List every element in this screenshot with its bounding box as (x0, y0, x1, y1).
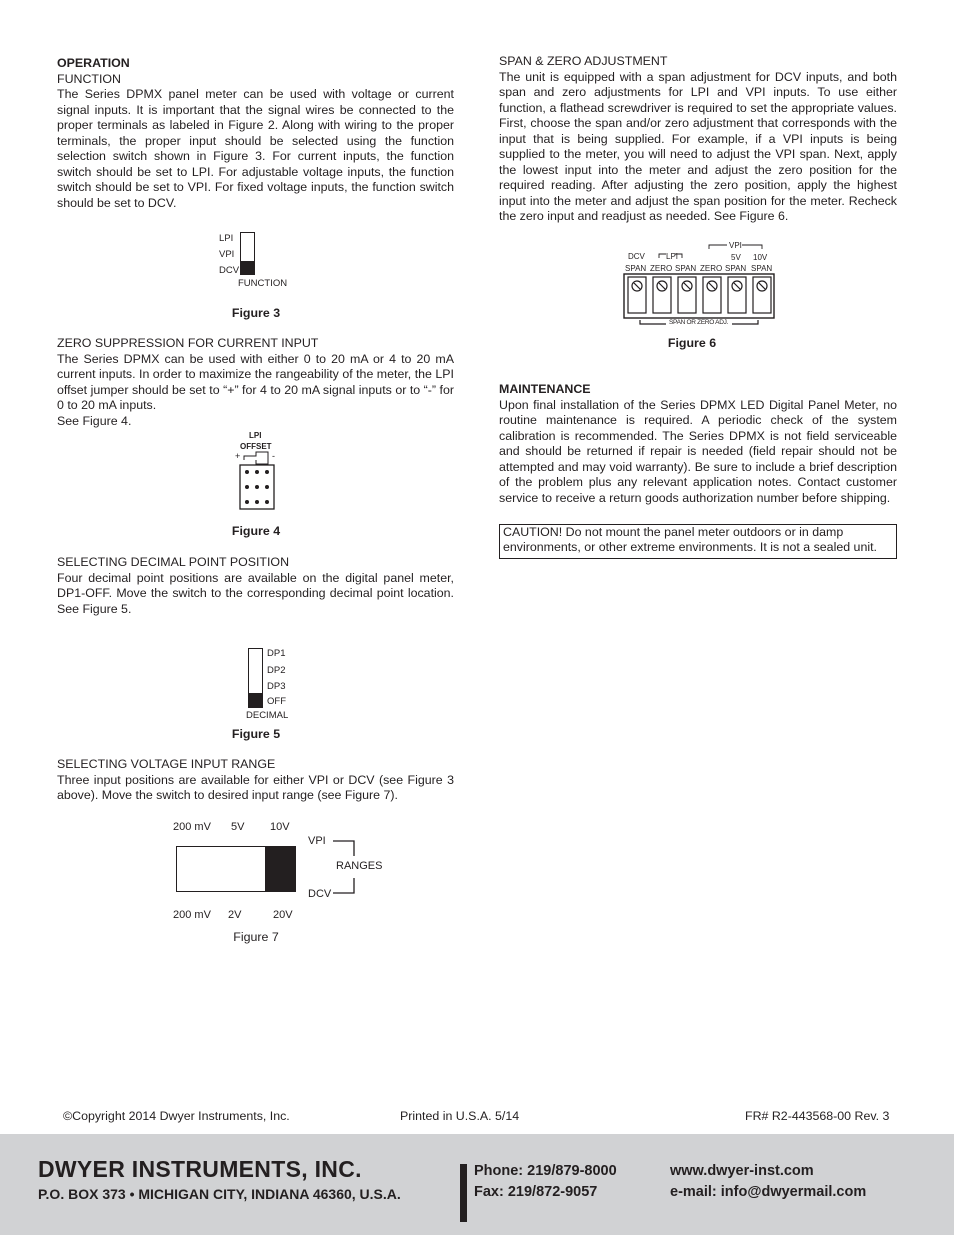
fig4-title-offset: OFFSET (240, 442, 272, 451)
company-name: DWYER INSTRUMENTS, INC. (38, 1156, 362, 1182)
operation-section (57, 56, 454, 211)
decimal-section (57, 555, 454, 617)
zero-paragraph: The Series DPMX can be used with either 0 to 20 mA or 4 to 20 mA current inputs. In order to maximize the rangeability of the meter, the LPI offset jumper should be set to “+” for 4 to 20 mA signal inputs or to “-” for 0 to 20 mA inputs. (57, 351, 454, 412)
fig4-minus: - (272, 451, 275, 461)
fig6-5v: 5V (731, 253, 741, 262)
fig7-top-5v: 5V (231, 821, 245, 833)
fig6-label-vpi-5v-span: SPAN (725, 264, 747, 273)
fig7-bottom-2v: 2V (228, 909, 242, 921)
email-link[interactable]: e-mail: info@dwyermail.com (670, 1184, 867, 1200)
range-switch-knob (265, 847, 295, 891)
fig5-label-dp1: DP1 (267, 648, 286, 659)
zero-suppression-section (57, 336, 454, 429)
fig3-label-dcv: DCV (219, 265, 240, 276)
fig7-ranges-bracket (330, 836, 360, 898)
fig6-label-vpi-zero: ZERO (700, 264, 723, 273)
fig6-bottom-label: SPAN OR ZERO ADJ. (669, 319, 729, 326)
fig6-label-lpi-span: SPAN (675, 264, 697, 273)
figure-4-caption: Figure 4 (231, 524, 281, 538)
fig6-label-vpi-10v-span: SPAN (751, 264, 773, 273)
voltage-paragraph: Three input positions are available for either VPI or DCV (see Figure 3 above). Move the switch to desired input range (see Figure 7). (57, 772, 454, 802)
fr-number: FR# R2-443568-00 Rev. 3 (745, 1109, 890, 1123)
figure-3-caption: Figure 3 (231, 306, 281, 320)
function-switch-body (240, 232, 255, 275)
function-switch-knob (241, 261, 254, 274)
operation-heading: OPERATION (57, 56, 130, 70)
voltage-section (57, 757, 454, 804)
function-heading: FUNCTION (57, 71, 122, 86)
printed-text: Printed in U.S.A. 5/14 (400, 1109, 520, 1123)
function-paragraph: The Series DPMX panel meter can be used with voltage or current signal inputs. It is important that the signal wires be connected to the proper terminals as labeled in Figure 2. Along with wiring to the proper terminals, the proper input should be selected using the function selection switch shown in Figure 3. For current inputs, the function switch should be set to LPI. For adjustable voltage inputs, the function switch should be set to VPI. For fixed voltage inputs, the function switch should be set to DCV. (57, 87, 454, 210)
fig6-10v: 10V (753, 253, 768, 262)
span-zero-potentiometer-diagram (622, 240, 778, 330)
fig7-bottom-20v: 20V (273, 909, 293, 921)
fig7-ranges: RANGES (336, 860, 383, 872)
fig7-dcv: DCV (308, 888, 332, 900)
copyright-text: ©Copyright 2014 Dwyer Instruments, Inc. (63, 1109, 290, 1123)
span-heading: SPAN & ZERO ADJUSTMENT (499, 54, 668, 68)
voltage-heading: SELECTING VOLTAGE INPUT RANGE (57, 757, 276, 771)
decimal-heading: SELECTING DECIMAL POINT POSITION (57, 555, 290, 569)
website-link[interactable]: www.dwyer-inst.com (670, 1163, 814, 1179)
fig6-dcv: DCV (628, 252, 645, 261)
fig3-switch-label: FUNCTION (238, 278, 288, 289)
decimal-paragraph: Four decimal point positions are available on the digital panel meter, DP1-OFF. Move the switch to the corresponding decimal point location. See Figure 5. (57, 570, 454, 616)
decimal-switch-knob (249, 693, 262, 707)
fig7-top-200mv: 200 mV (173, 821, 211, 833)
fig4-title-lpi: LPI (249, 431, 262, 440)
fig4-plus: + (235, 451, 241, 461)
fax-number: Fax: 219/872-9057 (474, 1184, 598, 1200)
phone-number: Phone: 219/879-8000 (474, 1163, 617, 1179)
fig7-top-10v: 10V (270, 821, 290, 833)
zero-see-figure: See Figure 4. (57, 413, 132, 428)
span-paragraph: The unit is equipped with a span adjustment for DCV inputs, and both span and zero adjustments for LPI and VPI inputs. To use either function, a flathead screwdriver is required to set the appropriate values. First, choose the span and/or zero adjustment that corresponds with the input that is being supplied. For example, if a VPI inputs is being supplied to the meter, you will need to adjust the VPI span. Next, apply the lowest input into the meter and adjust the zero position for the required reading. After adjusting the zero position, apply the highest input into the meter and adjust the span position for the meter. Recheck the zero input and readjust as needed. See Figure 6. (499, 69, 897, 223)
company-address: P.O. BOX 373 • MICHIGAN CITY, INDIANA 46360, U.S.A. (38, 1186, 401, 1202)
fig6-vpi: VPI (729, 241, 742, 250)
fig6-label-dcv-span: SPAN (625, 264, 647, 273)
lpi-offset-jumper-diagram (236, 450, 278, 512)
span-zero-section (499, 54, 897, 225)
zero-heading: ZERO SUPPRESSION FOR CURRENT INPUT (57, 336, 319, 350)
footer-divider (460, 1164, 467, 1222)
company-footer (0, 1134, 954, 1235)
figure-5-caption: Figure 5 (231, 727, 281, 741)
fig6-lpi: LPI (666, 252, 679, 261)
fig7-vpi: VPI (308, 835, 326, 847)
fig3-label-vpi: VPI (219, 249, 235, 260)
fig3-label-lpi: LPI (219, 233, 234, 244)
maintenance-heading: MAINTENANCE (499, 382, 591, 396)
fig5-label-off: OFF (267, 696, 286, 707)
fig7-bottom-200mv: 200 mV (173, 909, 211, 921)
figure-7-caption: Figure 7 (233, 930, 279, 944)
fig5-switch-label: DECIMAL (246, 710, 289, 721)
fig6-label-lpi-zero: ZERO (650, 264, 673, 273)
fig5-label-dp2: DP2 (267, 665, 286, 676)
maintenance-paragraph: Upon final installation of the Series DPMX LED Digital Panel Meter, no routine maintenance is required. A periodic check of the system calibration is recommended. The Series DPMX is not field serviceable and should be returned if repair is needed (field repair should not be attempted and may void warranty). Be sure to include a brief description of the problem plus any relevant application notes. Contact customer service to receive a return goods authorization number before shipping. (499, 397, 897, 505)
maintenance-section (499, 382, 897, 506)
figure-6-caption: Figure 6 (667, 336, 717, 350)
fig5-label-dp3: DP3 (267, 681, 286, 692)
decimal-switch-body (248, 648, 263, 708)
caution-box: CAUTION! Do not mount the panel meter outdoors or in damp environments, or other extreme environments. It is not a sealed unit. (499, 524, 897, 559)
range-switch-body (176, 846, 296, 892)
